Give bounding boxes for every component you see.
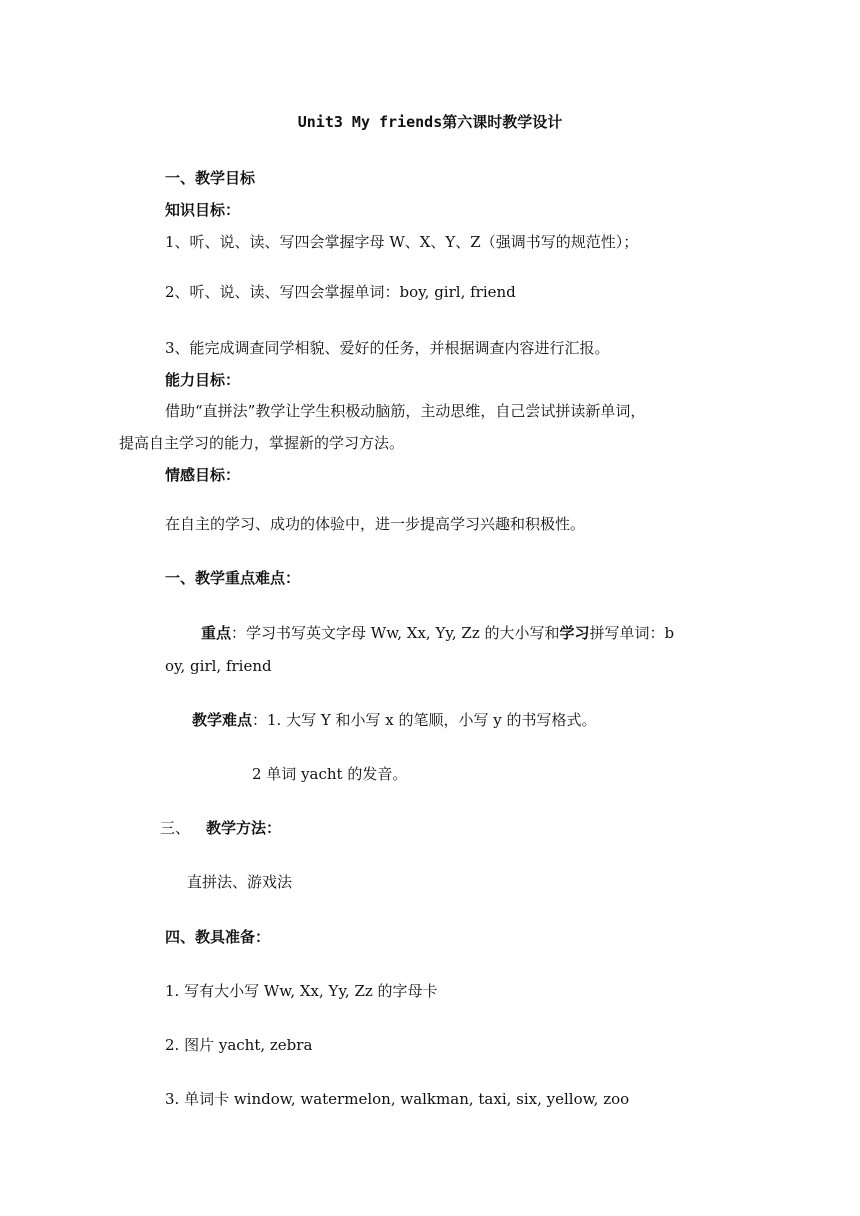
- title-english: Unit3 My friends: [297, 113, 443, 131]
- method-heading-text: 教学方法：: [206, 819, 282, 837]
- key-point-label: 重点: [201, 624, 232, 642]
- difficulty-line-1: [192, 710, 597, 730]
- key-point-line-1: [201, 623, 674, 643]
- key-point-text-a: ：学习书写英文字母 Ww, Xx, Yy, Zz 的大小写和: [231, 624, 560, 642]
- section-key-points-heading: 一、教学重点难点：: [165, 569, 301, 587]
- materials-item-2: 2. 图片 yacht, zebra: [165, 1036, 313, 1054]
- ability-text-line-1: 借助“直拼法”教学让学生积极动脑筋，主动思维，自己尝试拼读新单词，: [165, 402, 646, 420]
- section-objectives-heading: 一、教学目标: [165, 169, 256, 187]
- key-point-line-2: oy, girl, friend: [165, 657, 272, 675]
- difficulty-text: ：1. 大写 Y 和小写 x 的笔顺，小写 y 的书写格式。: [252, 711, 597, 729]
- ability-objectives-heading: 能力目标：: [165, 371, 241, 389]
- emotion-objectives-heading: 情感目标：: [165, 466, 241, 484]
- difficulty-line-2: 2 单词 yacht 的发音。: [252, 765, 408, 783]
- document-title: [0, 112, 860, 132]
- knowledge-item-3: 3、能完成调查同学相貌、爱好的任务，并根据调查内容进行汇报。: [165, 339, 610, 357]
- emotion-text: 在自主的学习、成功的体验中，进一步提高学习兴趣和积极性。: [165, 515, 586, 533]
- key-point-text-b: 拼写单词：b: [589, 624, 675, 642]
- title-chinese: 第六课时教学设计: [442, 113, 563, 131]
- difficulty-label: 教学难点: [192, 711, 253, 729]
- key-point-text-bold: 学习: [559, 624, 590, 642]
- section-materials-heading: 四、教具准备：: [165, 928, 271, 946]
- knowledge-item-2: 2、听、说、读、写四会掌握单词：boy, girl, friend: [165, 283, 516, 301]
- materials-item-3: 3. 单词卡 window, watermelon, walkman, taxi, six, yellow, zoo: [165, 1090, 630, 1108]
- method-heading-number: 三、: [160, 819, 191, 837]
- ability-text-line-2: 提高自主学习的能力，掌握新的学习方法。: [119, 434, 405, 452]
- materials-item-1: 1. 写有大小写 Ww, Xx, Yy, Zz 的字母卡: [165, 982, 438, 1000]
- knowledge-objectives-heading: 知识目标：: [165, 201, 241, 219]
- section-method-heading: [160, 818, 281, 838]
- method-text: 直拼法、游戏法: [187, 873, 293, 891]
- knowledge-item-1: 1、听、说、读、写四会掌握字母 W、X、Y、Z（强调书写的规范性）；: [165, 233, 639, 251]
